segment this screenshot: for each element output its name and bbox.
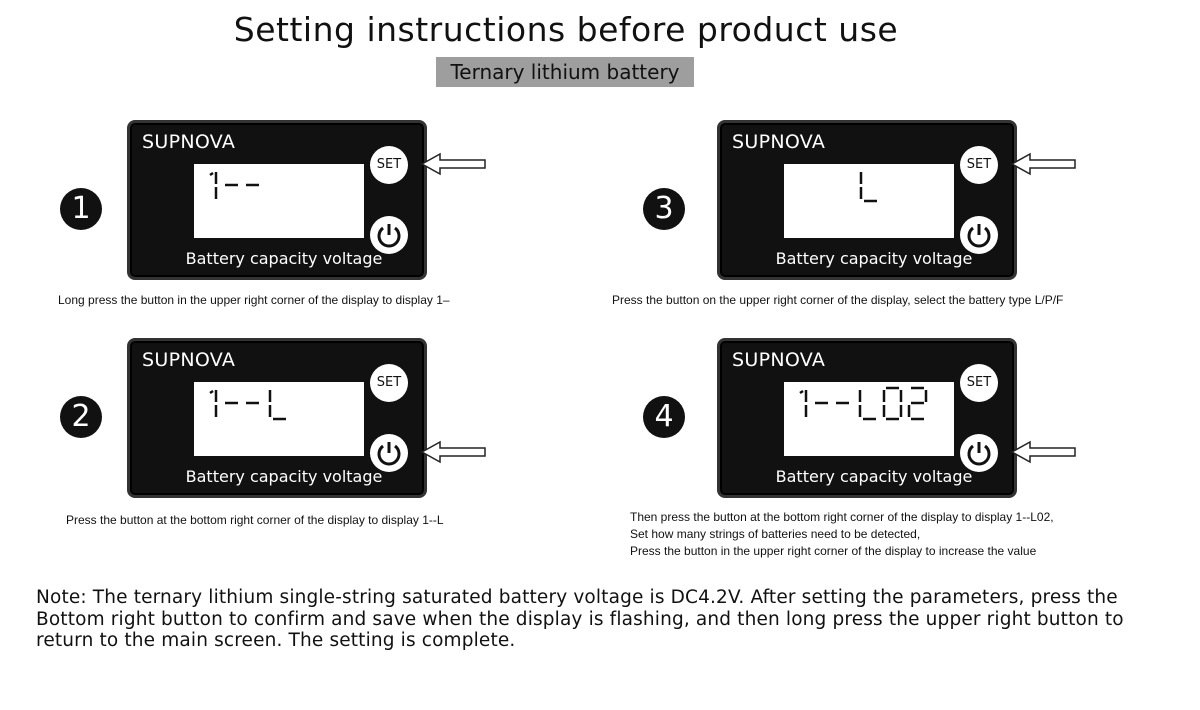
device-panel-step-4 (717, 338, 1017, 498)
step-number-1: 1 (60, 188, 102, 230)
device-caption: Battery capacity voltage (185, 249, 383, 268)
device-panel-step-3 (717, 120, 1017, 280)
device-panel-step-2 (127, 338, 427, 498)
step-number-2: 2 (60, 396, 102, 438)
step-3-description: Press the button on the upper right corner of the display, select the battery type L/P/F (612, 293, 1064, 307)
set-button[interactable]: SET (370, 146, 408, 184)
device-panel-step-1 (127, 120, 427, 280)
step-4-description (630, 509, 1054, 560)
device-caption: Battery capacity voltage (185, 467, 383, 486)
arrow-left-icon (420, 152, 488, 176)
lcd-readout-1-- (194, 164, 364, 238)
arrow-left-icon (420, 440, 488, 464)
device-brand: SUPNOVA (142, 131, 236, 153)
lcd-screen (784, 382, 954, 456)
arrow-left-icon (1010, 440, 1078, 464)
lcd-screen (784, 164, 954, 238)
lcd-readout-L (784, 164, 954, 238)
set-button[interactable]: SET (370, 364, 408, 402)
set-button[interactable]: SET (960, 364, 998, 402)
lcd-screen (194, 164, 364, 238)
lcd-screen (194, 382, 364, 456)
lcd-readout-1--L02 (784, 382, 954, 456)
device-caption: Battery capacity voltage (775, 249, 973, 268)
device-caption: Battery capacity voltage (775, 467, 973, 486)
note-paragraph: Note: The ternary lithium single-string saturated battery voltage is DC4.2V. After setting the parameters, press the Bottom right button to confirm and save when the display is flashing, and then long press the upper right button to return to the main screen. The setting is complete. (36, 587, 1124, 651)
step-number-4: 4 (643, 396, 685, 438)
step-4-description-line-3: Press the button in the upper right corner of the display to increase the value (630, 544, 1037, 558)
step-1-description: Long press the button in the upper right corner of the display to display 1– (58, 293, 450, 307)
subtitle-badge: Ternary lithium battery (436, 57, 694, 87)
device-brand: SUPNOVA (732, 349, 826, 371)
step-4-description-line-2: Set how many strings of batteries need to be detected, (630, 527, 921, 541)
step-4-description-line-1: Then press the button at the bottom right corner of the display to display 1--L02, (630, 510, 1054, 524)
device-brand: SUPNOVA (732, 131, 826, 153)
arrow-left-icon (1010, 152, 1078, 176)
page-title: Setting instructions before product use (233, 10, 899, 49)
lcd-readout-1--L (194, 382, 364, 456)
step-number-3: 3 (643, 188, 685, 230)
device-brand: SUPNOVA (142, 349, 236, 371)
step-2-description: Press the button at the bottom right corner of the display to display 1--L (66, 513, 444, 527)
set-button[interactable]: SET (960, 146, 998, 184)
